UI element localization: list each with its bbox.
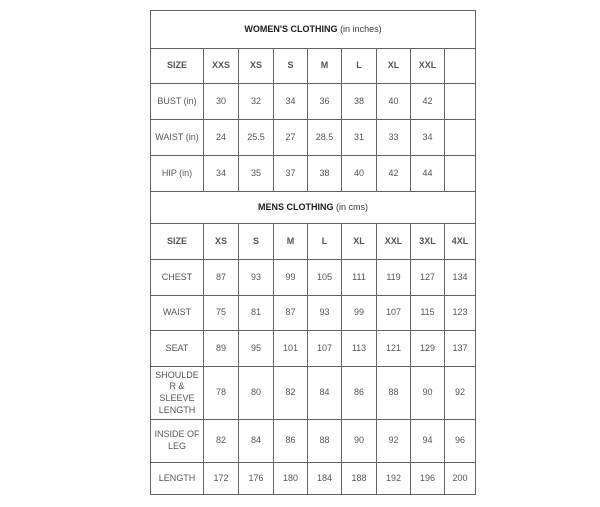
measurement-cell: 34 (274, 84, 308, 120)
mens-size-header-row (151, 224, 476, 260)
empty-cell (445, 84, 476, 120)
row-label-cell: CHEST (151, 260, 204, 296)
size-header-cell: M (308, 49, 342, 84)
measurement-cell: 42 (411, 84, 445, 120)
size-header-cell: 3XL (411, 224, 445, 260)
measurement-cell: 121 (377, 331, 411, 367)
row-label-cell: INSIDE OF LEG (151, 420, 204, 463)
womens-bust-row (151, 84, 476, 120)
measurement-cell: 89 (204, 331, 239, 367)
size-header-cell: 4XL (445, 224, 476, 260)
measurement-cell: 99 (274, 260, 308, 296)
mens-chest-row (151, 260, 476, 296)
measurement-cell: 82 (274, 367, 308, 420)
measurement-cell: 192 (377, 463, 411, 495)
measurement-cell: 99 (342, 296, 377, 331)
measurement-cell: 88 (377, 367, 411, 420)
measurement-cell: 86 (342, 367, 377, 420)
measurement-cell: 78 (204, 367, 239, 420)
size-header-cell: M (274, 224, 308, 260)
measurement-cell: 84 (239, 420, 274, 463)
measurement-cell: 184 (308, 463, 342, 495)
size-header-cell: XL (377, 49, 411, 84)
measurement-cell: 96 (445, 420, 476, 463)
measurement-cell: 36 (308, 84, 342, 120)
measurement-cell: 123 (445, 296, 476, 331)
measurement-cell: 196 (411, 463, 445, 495)
womens-section-title (151, 11, 476, 49)
size-header-cell: S (239, 224, 274, 260)
empty-cell (445, 49, 476, 84)
womens-title-row (151, 11, 476, 49)
mens-length-row (151, 463, 476, 495)
measurement-cell: 31 (342, 120, 377, 156)
womens-title-text: WOMEN'S CLOTHING (244, 23, 338, 34)
measurement-cell: 101 (274, 331, 308, 367)
measurement-cell: 81 (239, 296, 274, 331)
womens-waist-row (151, 120, 476, 156)
measurement-cell: 34 (204, 156, 239, 192)
measurement-cell: 82 (204, 420, 239, 463)
measurement-cell: 93 (308, 296, 342, 331)
measurement-cell: 35 (239, 156, 274, 192)
measurement-cell: 34 (411, 120, 445, 156)
size-header-cell: S (274, 49, 308, 84)
measurement-cell: 32 (239, 84, 274, 120)
row-label-cell: LENGTH (151, 463, 204, 495)
measurement-cell: 134 (445, 260, 476, 296)
measurement-cell: 119 (377, 260, 411, 296)
womens-size-label: SIZE (151, 49, 204, 84)
measurement-cell: 95 (239, 331, 274, 367)
womens-title-unit: (in inches) (340, 23, 382, 34)
measurement-cell: 84 (308, 367, 342, 420)
measurement-cell: 90 (342, 420, 377, 463)
row-label-cell: BUST (in) (151, 84, 204, 120)
measurement-cell: 27 (274, 120, 308, 156)
row-label-cell: WAIST (151, 296, 204, 331)
empty-cell (445, 120, 476, 156)
measurement-cell: 94 (411, 420, 445, 463)
size-header-cell: L (342, 49, 377, 84)
measurement-cell: 40 (377, 84, 411, 120)
measurement-cell: 40 (342, 156, 377, 192)
measurement-cell: 24 (204, 120, 239, 156)
size-header-cell: XS (204, 224, 239, 260)
size-header-cell: XXL (377, 224, 411, 260)
mens-seat-row (151, 331, 476, 367)
measurement-cell: 92 (377, 420, 411, 463)
mens-shoulder-sleeve-row (151, 367, 476, 420)
size-header-cell: L (308, 224, 342, 260)
measurement-cell: 86 (274, 420, 308, 463)
womens-size-header-row (151, 49, 476, 84)
measurement-cell: 180 (274, 463, 308, 495)
measurement-cell: 87 (274, 296, 308, 331)
womens-hip-row (151, 156, 476, 192)
mens-title-row (151, 192, 476, 224)
empty-cell (445, 156, 476, 192)
measurement-cell: 107 (308, 331, 342, 367)
size-header-cell: XXL (411, 49, 445, 84)
measurement-cell: 113 (342, 331, 377, 367)
size-header-cell: XL (342, 224, 377, 260)
measurement-cell: 172 (204, 463, 239, 495)
measurement-cell: 93 (239, 260, 274, 296)
mens-title-text: MENS CLOTHING (257, 201, 334, 212)
measurement-cell: 80 (239, 367, 274, 420)
measurement-cell: 44 (411, 156, 445, 192)
row-label-cell: SEAT (151, 331, 204, 367)
measurement-cell: 25.5 (239, 120, 274, 156)
measurement-cell: 127 (411, 260, 445, 296)
size-header-cell: XXS (204, 49, 239, 84)
measurement-cell: 129 (411, 331, 445, 367)
measurement-cell: 111 (342, 260, 377, 296)
mens-inside-leg-row (151, 420, 476, 463)
measurement-cell: 37 (274, 156, 308, 192)
measurement-cell: 28.5 (308, 120, 342, 156)
measurement-cell: 90 (411, 367, 445, 420)
row-label-cell: HIP (in) (151, 156, 204, 192)
size-chart-table (150, 10, 476, 495)
measurement-cell: 33 (377, 120, 411, 156)
measurement-cell: 42 (377, 156, 411, 192)
measurement-cell: 75 (204, 296, 239, 331)
measurement-cell: 38 (308, 156, 342, 192)
measurement-cell: 200 (445, 463, 476, 495)
measurement-cell: 88 (308, 420, 342, 463)
mens-section-title (151, 192, 476, 224)
measurement-cell: 105 (308, 260, 342, 296)
measurement-cell: 137 (445, 331, 476, 367)
row-label-cell: WAIST (in) (151, 120, 204, 156)
mens-waist-row (151, 296, 476, 331)
measurement-cell: 38 (342, 84, 377, 120)
measurement-cell: 107 (377, 296, 411, 331)
measurement-cell: 87 (204, 260, 239, 296)
measurement-cell: 30 (204, 84, 239, 120)
measurement-cell: 115 (411, 296, 445, 331)
mens-size-label: SIZE (151, 224, 204, 260)
row-label-cell: SHOULDER & SLEEVE LENGTH (151, 367, 204, 420)
measurement-cell: 176 (239, 463, 274, 495)
mens-title-unit: (in cms) (336, 201, 368, 212)
measurement-cell: 188 (342, 463, 377, 495)
measurement-cell: 92 (445, 367, 476, 420)
size-header-cell: XS (239, 49, 274, 84)
